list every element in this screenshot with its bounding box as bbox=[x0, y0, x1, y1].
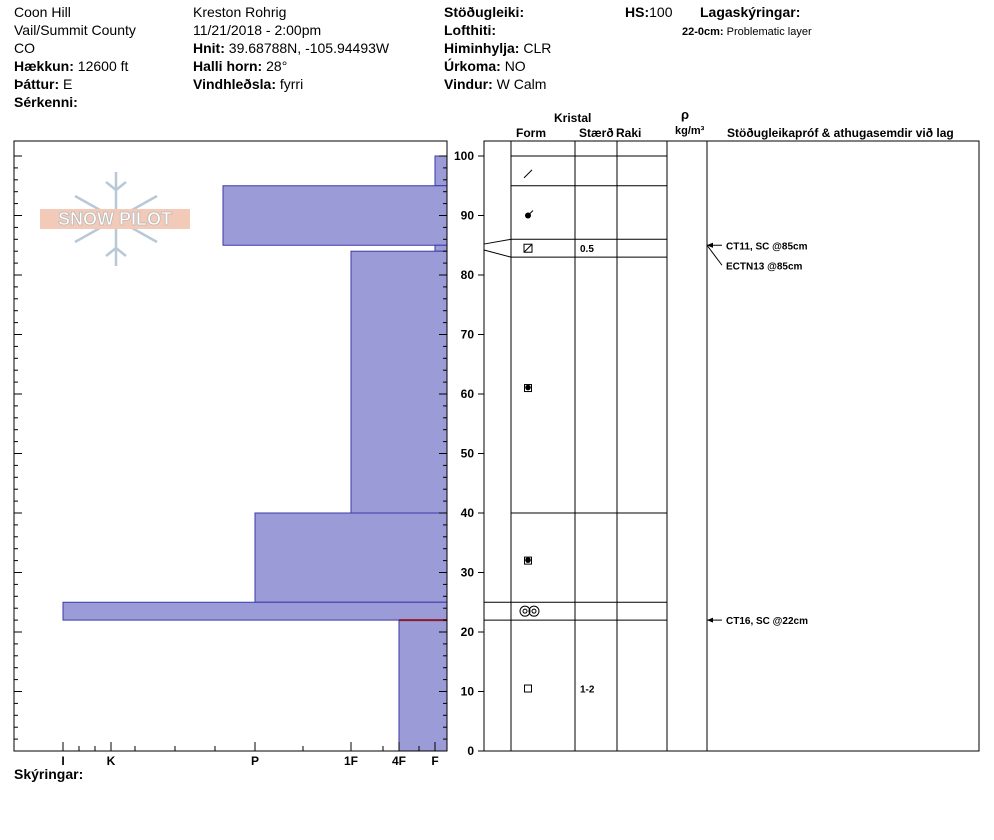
grain-dot-slash-icon bbox=[525, 211, 533, 219]
boundary-connector-0 bbox=[484, 239, 511, 244]
grain-box-slash-icon bbox=[524, 244, 532, 252]
air-temp-label: Lofthiti: bbox=[444, 22, 497, 38]
grain-slash-stroke bbox=[524, 170, 532, 178]
grain-square bbox=[525, 685, 532, 692]
stability-test-label: CT11, SC @85cm bbox=[726, 241, 808, 253]
layer-note-range: 22-0cm: bbox=[682, 26, 724, 38]
hs-label: HS: bbox=[625, 4, 650, 20]
elevation-value: 12600 ft bbox=[77, 58, 129, 74]
hardness-tick-label-P: P bbox=[250, 754, 260, 768]
grain-half-dot-square-icon bbox=[525, 557, 532, 564]
height-tick-label-100: 100 bbox=[453, 149, 474, 163]
grain-slash-icon bbox=[524, 170, 532, 178]
sky-value: CLR bbox=[523, 40, 552, 56]
boundary-connector-1 bbox=[484, 250, 511, 257]
wind-label: Vindur: bbox=[444, 76, 493, 92]
density-unit-header: kg/m³ bbox=[675, 125, 705, 137]
table-frame bbox=[484, 141, 979, 751]
height-tick-label-60: 60 bbox=[460, 387, 474, 401]
aspect-value: E bbox=[63, 76, 73, 92]
grain-half-dot-square-icon bbox=[525, 385, 532, 392]
datetime: 11/21/2018 - 2:00pm bbox=[193, 22, 322, 38]
stability-tests bbox=[707, 241, 808, 627]
form-header: Form bbox=[516, 126, 546, 140]
elevation-label: Hækkun: bbox=[14, 58, 74, 74]
height-tick-label-30: 30 bbox=[460, 565, 474, 580]
hardness-bar-3 bbox=[351, 251, 447, 513]
hardness-bar-6 bbox=[399, 620, 447, 751]
wind-loading-value: fyrri bbox=[279, 76, 304, 92]
hardness-bars bbox=[63, 156, 447, 751]
stability-test-label: CT16, SC @22cm bbox=[726, 616, 809, 628]
grain-circle-a-inner bbox=[523, 609, 527, 613]
coords-value: 39.68788N, -105.94493W bbox=[228, 40, 390, 56]
stability-test-label: ECTN13 @85cm bbox=[726, 261, 803, 273]
test-leader-line-1 bbox=[707, 245, 722, 265]
comments-header: Stöðugleikapróf & athugasemdir við lag bbox=[727, 126, 954, 140]
crystal-header: Kristal bbox=[554, 111, 592, 125]
precip-label: Úrkoma: bbox=[444, 58, 501, 74]
height-tick-label-0: 0 bbox=[467, 744, 474, 758]
size-header: Stærð bbox=[579, 126, 614, 140]
hardness-bar-2 bbox=[435, 245, 447, 251]
hardness-tick-label-I: I bbox=[61, 754, 65, 768]
layer-notes-label: Lagaskýringar: bbox=[700, 4, 801, 20]
moisture-header: Raki bbox=[616, 126, 642, 140]
hardness-tick-label-4F: 4F bbox=[391, 754, 407, 768]
precip-value: NO bbox=[504, 58, 526, 74]
grain-half-dot bbox=[525, 557, 531, 563]
specifics-label: Sérkenni: bbox=[14, 94, 78, 110]
height-tick-label-50: 50 bbox=[460, 446, 474, 461]
hardness-bar-4 bbox=[255, 513, 447, 602]
hardness-axis bbox=[61, 742, 438, 768]
logo-text: SNOW PILOT bbox=[58, 209, 172, 229]
aspect-label: Þáttur: bbox=[14, 76, 60, 92]
grain-double-circle-icon bbox=[520, 606, 539, 616]
height-tick-label-80: 80 bbox=[460, 268, 474, 282]
height-tick-label-10: 10 bbox=[460, 684, 474, 699]
snowpilot-logo bbox=[40, 172, 190, 266]
stability-label: Stöðugleiki: bbox=[444, 4, 525, 20]
rho-header: ρ bbox=[681, 107, 690, 122]
layer-note-text: Problematic layer bbox=[726, 26, 812, 38]
grain-table bbox=[484, 141, 979, 751]
grain-square-icon bbox=[525, 685, 532, 692]
hs-value: 100 bbox=[649, 4, 673, 20]
wind-value: W Calm bbox=[496, 76, 547, 92]
grain-half-dot bbox=[525, 385, 531, 391]
height-tick-label-40: 40 bbox=[460, 506, 474, 520]
height-tick-label-90: 90 bbox=[460, 208, 474, 223]
region: Vail/Summit County bbox=[14, 22, 136, 38]
state: CO bbox=[14, 40, 35, 56]
notes-label: Skýringar: bbox=[14, 766, 84, 782]
location: Coon Hill bbox=[14, 4, 71, 20]
observer: Kreston Rohrig bbox=[193, 4, 287, 20]
hardness-bar-0 bbox=[435, 156, 447, 186]
grain-size-label: 1-2 bbox=[580, 684, 595, 696]
sky-label: Himinhylja: bbox=[444, 40, 520, 56]
slope-label: Halli horn: bbox=[193, 58, 263, 74]
height-tick-label-70: 70 bbox=[460, 327, 474, 342]
hardness-tick-label-K: K bbox=[106, 754, 116, 768]
grain-box-slash-stroke bbox=[524, 244, 532, 252]
slope-value: 28° bbox=[266, 58, 288, 74]
grain-symbols bbox=[520, 170, 595, 696]
hardness-tick-label-1F: 1F bbox=[343, 754, 359, 768]
test-arrow-icon bbox=[707, 618, 713, 623]
hardness-bar-5 bbox=[63, 602, 447, 620]
height-tick-label-20: 20 bbox=[460, 625, 474, 639]
grain-circle-b-inner bbox=[532, 609, 536, 613]
grain-size-label: 0.5 bbox=[580, 244, 594, 256]
wind-loading-label: Vindhleðsla: bbox=[193, 76, 276, 92]
hardness-bar-1 bbox=[223, 186, 447, 246]
coords-label: Hnit: bbox=[193, 40, 225, 56]
hardness-tick-label-F: F bbox=[431, 754, 439, 768]
